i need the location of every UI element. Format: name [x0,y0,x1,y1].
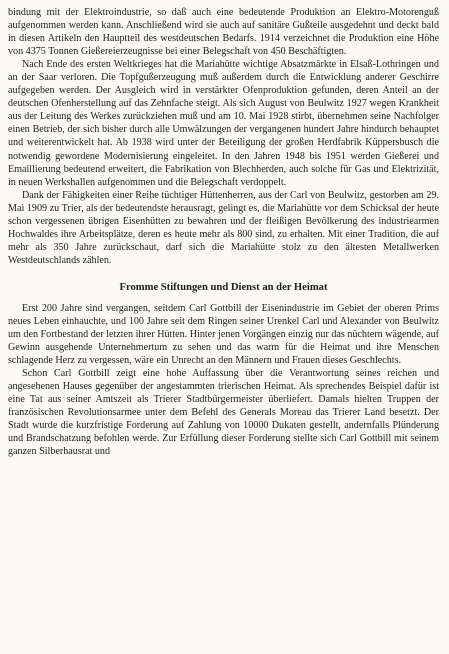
paragraph-gottbill-responsibility: Schon Carl Gottbill zeigt eine hohe Auffassung über die Verantwortung seines reichen und angesehenen Hauses gegenüber der angestammten trierischen Heimat. Als sprechendes Beispiel dafür ist eine Tat aus seiner Amtszeit als Trierer Stadtbürgermeister überliefert. Damals hielten Truppen der französischen Revolutionsarmee unter dem Befehl des Generals Moreau das Trierer Land besetzt. Der Stadt wurde die kurzfristige Forderung auf Zahlung von 10000 Dukaten gestellt, andernfalls Plünderung und Brandschatzung befohlen werde. Zur Erfüllung dieser Forderung stellte sich Carl Gottbill mit seinem ganzen Silberhausrat und [8,368,439,458]
paragraph-huettenherren: Dank der Fähigkeiten einer Reihe tüchtiger Hüttenherren, aus der Carl von Beulwitz, gestorben am 29. Mai 1909 zu Trier, als der bedeutendste herausragt, gelingt es, die Mariahütte vor dem Schicksal der heute schon vergessenen übrigen Eisenhütten zu bewahren und der fleißigen Bevölkerung des industriearmen Hochwaldes ihre Arbeitsplätze, deren es heute mehr als 800 sind, zu erhalten. Mit einer Tradition, die auf mehr als 350 Jahre zurückschaut, darf sich die Mariahütte stolz zu den ältesten Metallwerken Westdeutschlands zählen. [8,189,439,266]
paragraph-after-first-world-war: Nach Ende des ersten Weltkrieges hat die Mariahütte wichtige Absatzmärkte in Elsaß-Lothringen und an der Saar verloren. Die Topfgußerzeugung muß außerdem durch die Entwicklung anderer Geschirre aufgegeben werden. Der Ausgleich wird in verstärkter Ofenproduktion gefunden, deren Anteil an der deutschen Ofenherstellung auf das Zehnfache steigt. Als sich August von Beulwitz 1927 wegen Krankheit aus der Leitung des Werkes zurückziehen muß und am 10. Mai 1928 stirbt, übernehmen seine Nachfolger einen Betrieb, der sich bisher durch alle Umwälzungen der vergangenen hundert Jahre hindurch behauptet und weiterentwickelt hat. Ab 1938 wird unter der Beteiligung der großen Herdfabrik Küppersbusch die notwendig gewordene Modernisierung eingeleitet. In den Jahren 1948 bis 1951 werden Gießerei und Emaillierung bedeutend erweitert, die Fabrikation von Blechherden, auch solche für Gas und Elektrizität, in neuen Werkshallen aufgenommen und die Belegschaft verdoppelt. [8,59,439,188]
section-heading: Fromme Stiftungen und Dienst an der Heimat [119,281,328,293]
paragraph-production-history: bindung mit der Elektroindustrie, so daß auch eine bedeutende Produktion an Elektro-Motorenguß aufgenommen werden kann. Anschließend wird sie auch auf sanitäre Gußteile ausgedehnt und deckt bald in diesen Artikeln den Hauptteil des westdeutschen Bedarfs. 1914 verzeichnet die Produktion eine Höhe von 4375 Tonnen Gießereierzeugnisse bei einer Belegschaft von 450 Beschäftigten. [8,7,439,58]
paragraph-gottbill-legacy: Erst 200 Jahre sind vergangen, seitdem Carl Gottbill der Eisenindustrie im Gebiet der oberen Prims neues Leben einhauchte, und 100 Jahre seit dem Ringen seiner Urenkel Carl und Alexander von Beulwitz um den Fortbestand der letzten ihrer Hütten. Hinter jenen Vorgängen einzig nur das nüchtern wägende, auf Gewinn ausgehende Unternehmertum zu sehen und das warm für die Heimat und ihre Menschen schlagende Herz zu vergessen, wäre ein Unrecht an den Männern und Frauen dieses Geschlechts. [8,302,439,367]
